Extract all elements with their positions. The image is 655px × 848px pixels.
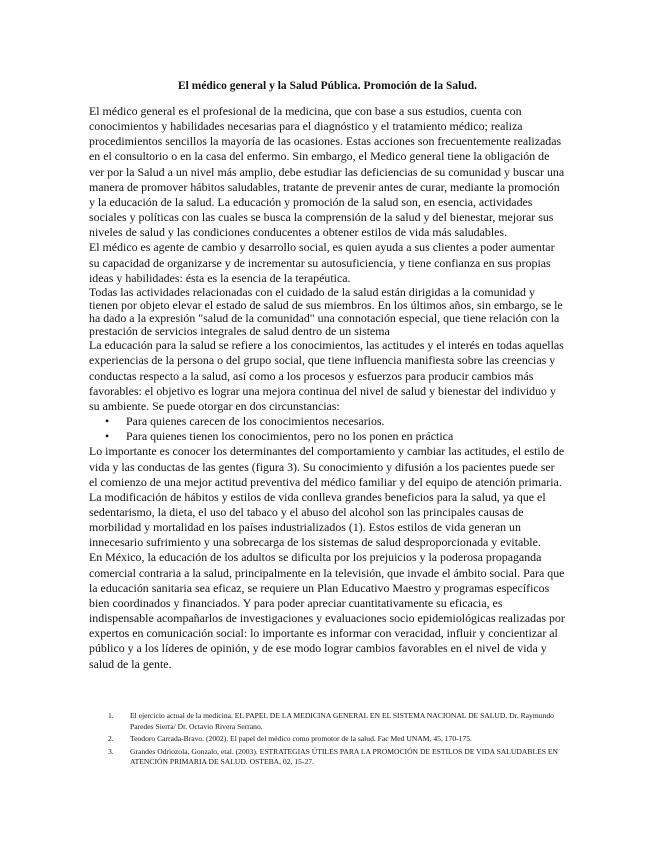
paragraph: En México, la educación de los adultos se dificulta por los prejuicios y la poderosa propaganda comercial contraria a la salud, principalmente en la televisión, que invade el ámbito social. Para que la educación sanitaria sea eficaz, se requiere un Plan Educativo Maestro y programas específicos bien coordinados y financiados. Y para poder apreciar cuantitativamente su eficacia, es indispensable acompañarlos de investigaciones y evaluaciones socio epidemiológicas realizadas por expertos en comunicación social: lo importante es informar con veracidad, influir y concientizar al público y a los líderes de opinión, y de ese modo lograr cambios favorables en el nivel de vida y salud de la gente. — [89, 550, 565, 671]
reference-item — [108, 711, 568, 732]
bullet-text: Para quienes carecen de los conocimientos necesarios. — [126, 414, 385, 429]
bullet-icon: • — [105, 414, 110, 429]
bullet-item — [105, 414, 565, 429]
reference-item — [108, 734, 568, 745]
bullet-icon: • — [105, 429, 110, 444]
reference-number: 2. — [108, 734, 114, 744]
reference-number: 1. — [108, 711, 114, 720]
references-list — [108, 711, 568, 770]
reference-text: Grandes Odriozola, Gonzalo, etal. (2003). ESTRATEGIAS ÚTILES PARA LA PROMOCIÓN DE ESTILOS DE VIDA SALUDABLES EN ATENCIÓN PRIMARIA DE SALUD. OSTEBA, 02, 15-27. — [130, 746, 558, 767]
paragraph: El médico general es el profesional de la medicina, que con base a sus estudios, cuenta con conocimientos y habilidades necesarias para el diagnóstico y el tratamiento médico; realiza procedimientos sencillos la mayoría de las ocasiones. Estas acciones son frecuentemente realizadas en el consultorio o en la casa del enfermo. Sin embargo, el Medico general tiene la obligación de ver por la Salud a un nivel más amplio, debe estudiar las deficiencias de su comunidad y buscar una manera de promover hábitos saludables, tratante de prevenir antes de curar, mediante la promoción y la educación de la salud. La educación y promoción de la salud son, en esencia, actividades sociales y políticas con las cuales se busca la comprensión de la salud y del bienestar, mejorar sus niveles de salud y las condiciones conducentes a obtener estilos de vida más saludables. — [89, 104, 565, 240]
paragraph: El médico es agente de cambio y desarrollo social, es quien ayuda a sus clientes a poder aumentar su capacidad de organizarse y de incrementar su autosuficiencia, y tiene confianza en sus propias ideas y habilidades: ésta es la esencia de la terapéutica. — [89, 240, 555, 285]
bullet-list — [89, 414, 565, 444]
paragraph: Lo importante es conocer los determinantes del comportamiento y cambiar las actitudes, el estilo de vida y las conductas de las gentes (figura 3). Su conocimiento y difusión a los pacientes puede ser el comienzo de una mejor actitud preventiva del médico familiar y del equipo de atención primaria. — [89, 444, 565, 489]
bullet-text: Para quienes tienen los conocimientos, pero no los ponen en práctica — [126, 429, 454, 444]
reference-text: Teodoro Carrada-Bravo. (2002). El papel del médico como promotor de la salud. Fac Med UNAM, 45, 170-175. — [130, 734, 472, 744]
reference-number: 3. — [108, 746, 114, 756]
reference-item — [108, 747, 568, 768]
paragraph: Todas las actividades relacionadas con el cuidado de la salud están dirigidas a la comunidad y tienen por objeto elevar el estado de salud de sus miembros. En los últimos años, sin embargo, se le ha dado a la expresión "salud de la comunidad" una connotación especial, que tiene relación con la prestación de servicios integrales de salud dentro de un sistema — [89, 284, 563, 339]
paragraph: La modificación de hábitos y estilos de vida conlleva grandes beneficios para la salud, ya que el sedentarismo, la dieta, el uso del tabaco y el abuso del alcohol son las principales causas de morbilidad y mortalidad en los países industrializados (1). Estos estilos de vida generan un innecesario sufrimiento y una sobrecarga de los sistemas de salud desproporcionada y evitable. — [89, 489, 546, 550]
document-title: El médico general y la Salud Pública. Promoción de la Salud. — [178, 80, 477, 92]
reference-text: El ejercicio actual de la medicina. EL PAPEL DE LA MEDICINA GENERAL EN EL SISTEMA NACIONAL DE SALUD. Dr. Raymundo Paredes Sierra/ Dr. Octavio Rivera Serrano. — [130, 711, 554, 731]
paragraph: La educación para la salud se refiere a los conocimientos, las actitudes y el interés en todas aquellas experiencias de la persona o del grupo social, que tiene influencia manifiesta sobre las creencias y conductas respecto a la salud, así como a los procesos y esfuerzos para producir cambios más favorables: el objetivo es lograr una mejora continua del nivel de salud y bienestar del individuo y su ambiente. Se puede otorgar en dos circunstancias: — [89, 338, 564, 413]
document-body — [89, 104, 565, 672]
bullet-item — [105, 429, 565, 444]
